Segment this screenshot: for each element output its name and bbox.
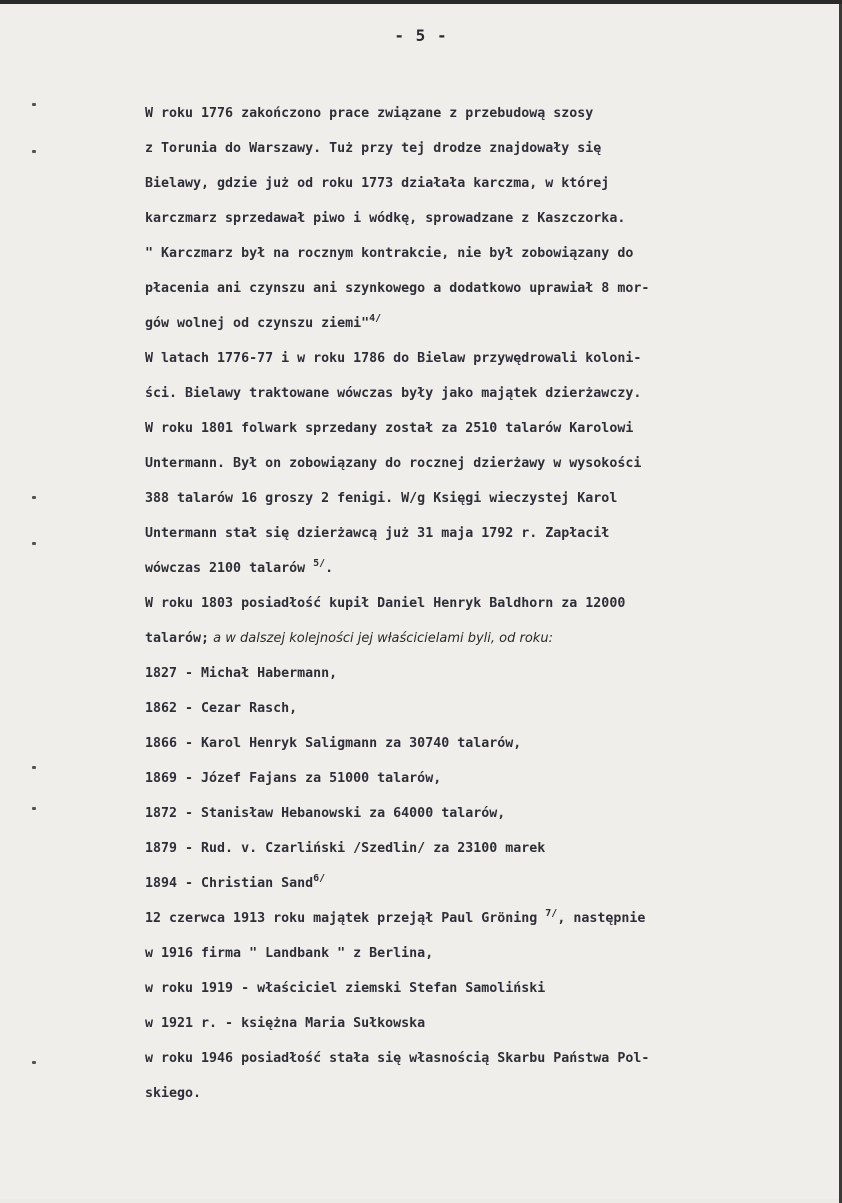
text-line: 1894 - Christian Sand$^{6/}$ (145, 873, 326, 891)
margin-mark (32, 103, 36, 106)
handwritten-text: a w dalszej kolejności jej właścicielami byli, od roku: (209, 631, 553, 646)
text-line: 1872 - Stanisław Hebanowski za 64000 talarów, (145, 806, 506, 821)
text-line: w 1921 r. - księżna Maria Sułkowska (145, 1016, 426, 1031)
margin-mark (32, 807, 36, 810)
text-line: gów wolnej od czynszu ziemi"$^{4/}$ (145, 313, 382, 331)
text-line: Untermann stał się dzierżawcą już 31 maja 1792 r. Zapłacił (145, 526, 610, 541)
text-line: 1879 - Rud. v. Czarliński /Szedlin/ za 23100 marek (145, 841, 546, 856)
footnote-ref: 7/ (545, 908, 558, 919)
text-line: " Karczmarz był na rocznym kontrakcie, nie był zobowiązany do (145, 246, 634, 261)
text-line: w roku 1919 - właściciel ziemski Stefan Samoliński (145, 981, 546, 996)
text-line: w roku 1946 posiadłość stała się własnością Skarbu Państwa Pol- (145, 1051, 650, 1066)
text-line: Bielawy, gdzie już od roku 1773 działała karczma, w której (145, 176, 610, 191)
text-line: Untermann. Był on zobowiązany do rocznej dzierżawy w wysokości (145, 456, 642, 471)
margin-mark (32, 496, 36, 499)
document-body (145, 96, 825, 1111)
margin-mark (32, 766, 36, 769)
text-line: wówczas 2100 talarów $^{5/}$. (145, 558, 334, 576)
margin-mark (32, 1061, 36, 1064)
text-line: W roku 1803 posiadłość kupił Daniel Henryk Baldhorn za 12000 (145, 596, 626, 611)
text-line: skiego. (145, 1086, 202, 1101)
margin-mark (32, 542, 36, 545)
text-line: 1862 - Cezar Rasch, (145, 701, 298, 716)
text-line: 1866 - Karol Henryk Saligmann za 30740 talarów, (145, 736, 522, 751)
footnote-ref: 6/ (313, 873, 326, 884)
footnote-ref: 5/ (313, 558, 326, 569)
text-line: W roku 1776 zakończono prace związane z przebudową szosy (145, 106, 594, 121)
text-line: talarów; a w dalszej kolejności jej właścicielami byli, od roku: (145, 631, 553, 646)
text-line: z Torunia do Warszawy. Tuż przy tej drodze znajdowały się (145, 141, 602, 156)
text-line: W latach 1776-77 i w roku 1786 do Bielaw przywędrowali koloni- (145, 351, 642, 366)
text-line: płacenia ani czynszu ani szynkowego a dodatkowo uprawiał 8 mor- (145, 281, 650, 296)
text-line: W roku 1801 folwark sprzedany został za 2510 talarów Karolowi (145, 421, 634, 436)
text-line: karczmarz sprzedawał piwo i wódkę, sprowadzane z Kaszczorka. (145, 211, 626, 226)
text-line: w 1916 firma " Landbank " z Berlina, (145, 946, 434, 961)
text-line: 388 talarów 16 groszy 2 fenigi. W/g Księgi wieczystej Karol (145, 491, 618, 506)
margin-mark (32, 150, 36, 153)
text-line: 1869 - Józef Fajans za 51000 talarów, (145, 771, 442, 786)
text-line: 12 czerwca 1913 roku majątek przejął Paul Gröning $^{7/}$, następnie (145, 908, 646, 926)
page-number: - 5 - (394, 26, 448, 45)
footnote-ref: 4/ (369, 313, 382, 324)
text-line: ści. Bielawy traktowane wówczas były jako majątek dzierżawczy. (145, 386, 642, 401)
text-line: 1827 - Michał Habermann, (145, 666, 338, 681)
